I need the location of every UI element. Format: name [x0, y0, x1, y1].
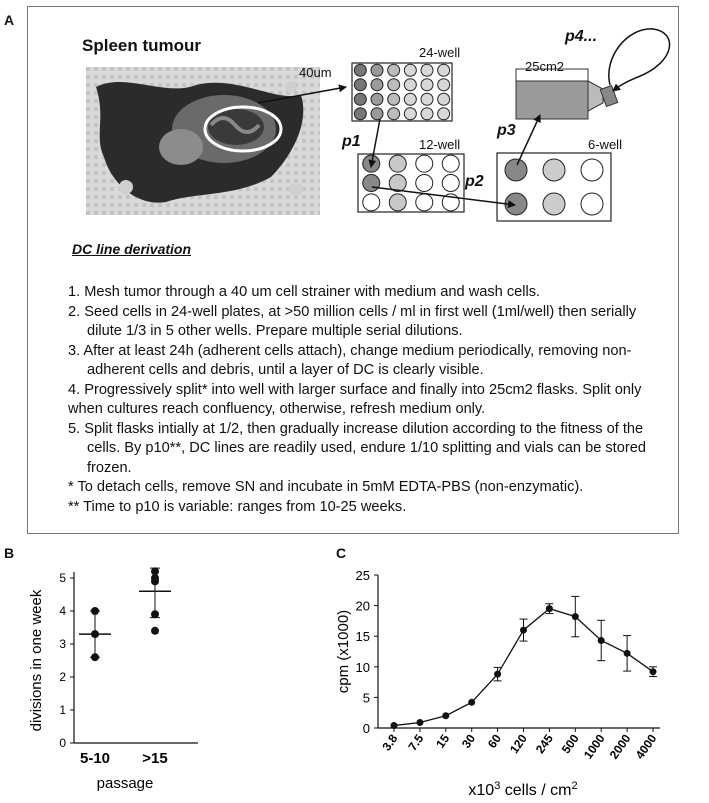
footnotes	[68, 477, 668, 517]
b-y-tick-label: 5	[59, 571, 66, 585]
well	[388, 64, 400, 76]
c-y-tick-label: 0	[362, 721, 370, 736]
c-series-line	[394, 609, 653, 726]
b-data-point	[151, 627, 159, 635]
b-x-tick-label: 5-10	[79, 750, 111, 767]
dc-line-derivation-title: DC line derivation	[72, 241, 192, 257]
p4-label: p4...	[565, 28, 598, 45]
well	[388, 79, 400, 91]
mesh-label: 40um	[299, 65, 332, 80]
well	[354, 64, 366, 76]
b-y-tick-label: 4	[59, 604, 66, 618]
well	[404, 64, 416, 76]
flask-label: 25cm2	[525, 59, 565, 74]
c-x-tick-label: 3.8	[379, 731, 401, 754]
well	[371, 93, 383, 105]
c-data-point	[468, 699, 475, 706]
c-x-tick-label: 2000	[606, 731, 634, 762]
b-data-point	[151, 567, 159, 575]
b-y-axis-label: divisions in one week	[28, 589, 45, 732]
well	[421, 64, 433, 76]
c-y-tick-label: 20	[355, 598, 370, 614]
c-x-axis-label: $x10^3$ cells / $cm^2$	[468, 780, 578, 799]
c-data-point	[416, 719, 423, 726]
p1-label: p1	[342, 133, 361, 150]
well	[438, 93, 450, 105]
b-x-tick-label: >15	[142, 750, 168, 767]
well	[388, 93, 400, 105]
panel-b-letter: B	[4, 545, 15, 561]
c-x-tick-label: 245	[532, 731, 556, 757]
well	[388, 108, 400, 120]
c-x-tick-label: 30	[459, 731, 479, 751]
c-data-point	[520, 627, 527, 634]
panel-a-title: Spleen tumour	[82, 36, 202, 55]
c-x-tick-label: 7.5	[405, 731, 427, 754]
well	[389, 155, 406, 172]
b-data-point	[151, 610, 159, 618]
c-x-tick-label: 500	[558, 731, 582, 757]
protocol-step: 2. Seed cells in 24-well plates, at >50 million cells / ml in first well (1ml/well) then serially dilute 1/3 in 5 other wells. Prepare multiple serial dilutions.	[68, 303, 637, 339]
well	[581, 159, 603, 181]
well	[543, 193, 565, 215]
well	[363, 175, 380, 192]
c-y-axis-label: cpm (x1000)	[335, 609, 352, 694]
b-y-tick-label: 3	[59, 637, 66, 651]
well6-label: 6-well	[588, 137, 622, 152]
well	[354, 79, 366, 91]
c-data-point	[650, 668, 657, 675]
c-y-tick-label: 15	[355, 629, 370, 645]
well	[421, 93, 433, 105]
protocol-steps	[68, 283, 668, 478]
c-x-tick-label: 4000	[632, 731, 660, 762]
c-x-tick-label: 120	[506, 731, 530, 757]
footnote: * To detach cells, remove SN and incubate in 5mM EDTA-PBS (non-enzymatic).	[68, 479, 584, 495]
well12-label: 12-well	[419, 137, 461, 152]
p3-label: p3	[497, 122, 516, 139]
c-data-point	[624, 650, 631, 657]
well	[442, 175, 459, 192]
well	[416, 155, 433, 172]
c-data-point	[598, 637, 605, 644]
well	[371, 108, 383, 120]
well	[363, 194, 380, 211]
c-data-point	[494, 671, 501, 678]
protocol-step: 4. Progressively split* into well with larger surface and finally into 25cm2 flasks. Split only when cultures reach confluency, otherwise, refresh medium only.	[68, 381, 642, 417]
well	[421, 108, 433, 120]
c-data-point	[442, 712, 449, 719]
well	[404, 108, 416, 120]
c-data-point	[546, 605, 553, 612]
b-y-tick-label: 0	[59, 736, 66, 750]
b-y-tick-label: 2	[59, 670, 66, 684]
protocol-step: 1. Mesh tumor through a 40 um cell strainer with medium and wash cells.	[68, 284, 541, 300]
well	[416, 194, 433, 211]
arrow-to-24well	[258, 87, 346, 103]
c-y-tick-label: 10	[355, 659, 370, 675]
b-data-point	[91, 653, 99, 661]
b-y-tick-label: 1	[59, 703, 66, 717]
plate-24-well	[352, 63, 452, 121]
well	[404, 93, 416, 105]
well	[442, 155, 459, 172]
c-data-point	[572, 613, 579, 620]
footnote: ** Time to p10 is variable: ranges from 10-25 weeks.	[68, 499, 407, 515]
b-x-axis-label: passage	[96, 775, 154, 792]
c-y-tick-label: 25	[355, 568, 370, 583]
well	[438, 108, 450, 120]
panel-a-frame	[27, 6, 679, 534]
well	[438, 64, 450, 76]
p2-label: p2	[465, 173, 484, 190]
protocol-step: 3. After at least 24h (adherent cells attach), change medium periodically, removing non-adherent cells and debris, until a layer of DC is clearly visible.	[68, 342, 632, 378]
well	[505, 159, 527, 181]
well	[438, 79, 450, 91]
b-data-point	[151, 577, 159, 585]
panel-c-letter: C	[336, 545, 347, 561]
c-y-tick-label: 5	[362, 690, 370, 706]
c-data-point	[391, 722, 398, 729]
well	[371, 64, 383, 76]
well	[421, 79, 433, 91]
b-data-point	[91, 630, 99, 638]
well	[354, 108, 366, 120]
well	[416, 175, 433, 192]
c-x-tick-label: 1000	[580, 731, 608, 762]
well	[354, 93, 366, 105]
well24-label: 24-well	[419, 45, 461, 60]
b-data-point	[151, 574, 159, 582]
well	[404, 79, 416, 91]
panel-a-letter: A	[4, 12, 15, 28]
protocol-step: 5. Split flasks intially at 1/2, then gradually increase dilution according to the fitness of the cells. By p10**, DC lines are readily used, endure 1/10 splitting and vials can be stored frozen.	[68, 420, 646, 476]
c-x-tick-label: 15	[433, 731, 453, 751]
b-data-point	[91, 607, 99, 615]
well	[389, 194, 406, 211]
well	[371, 79, 383, 91]
well	[581, 193, 603, 215]
c-x-tick-label: 60	[484, 731, 505, 751]
well	[543, 159, 565, 181]
